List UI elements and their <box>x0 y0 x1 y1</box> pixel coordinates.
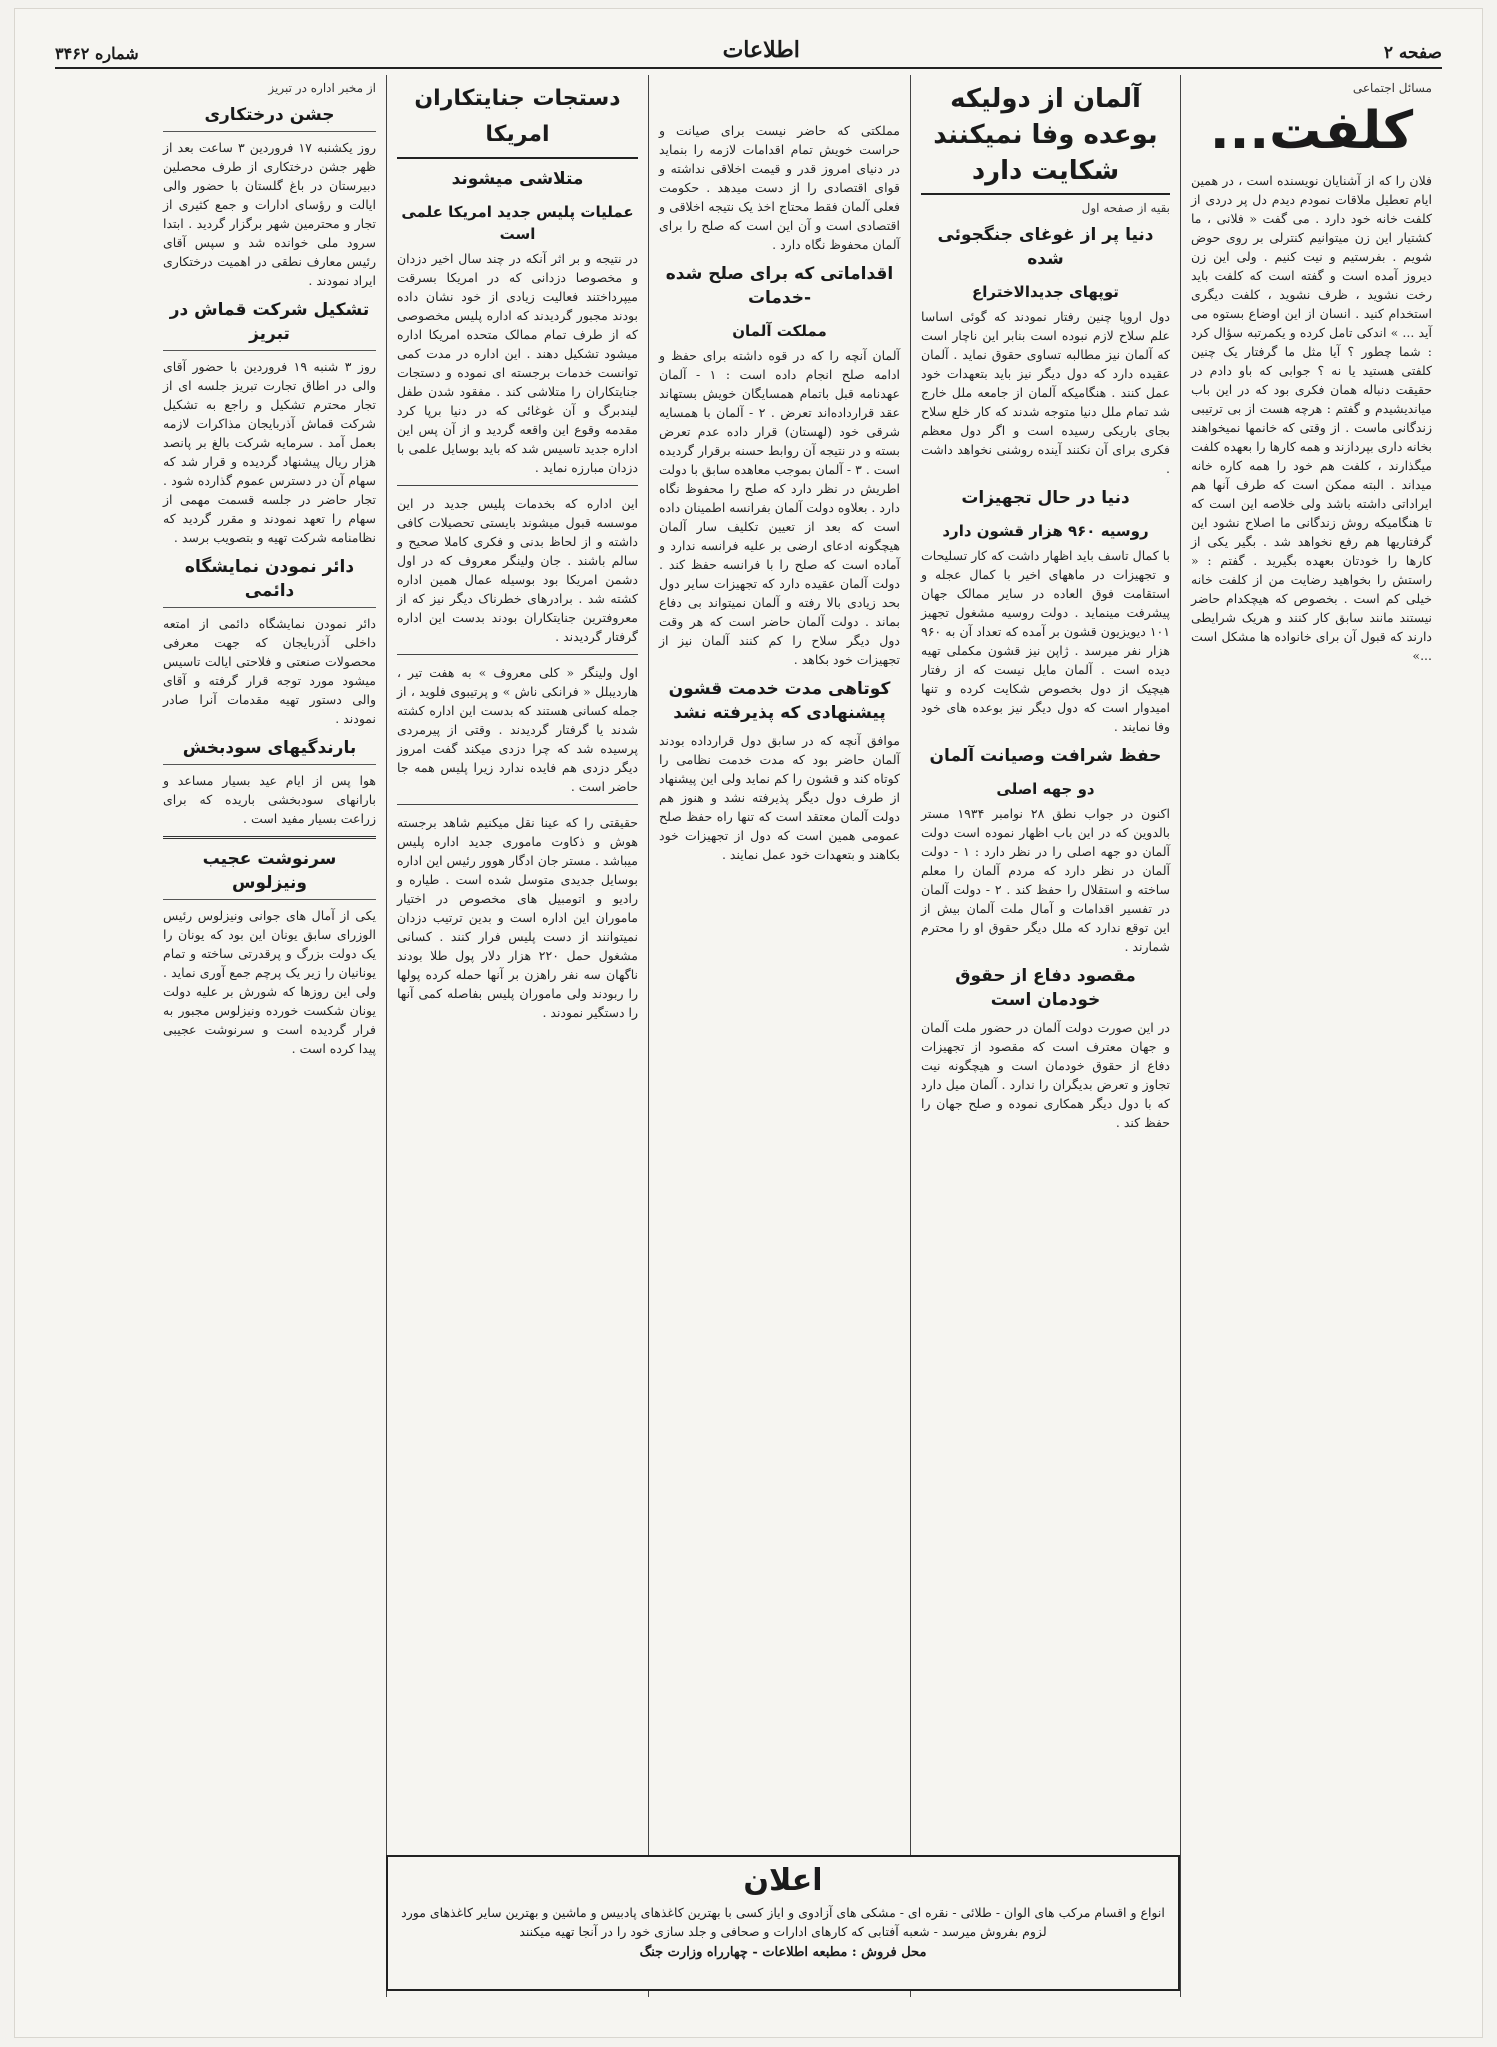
article-body-germany-4: در این صورت دولت آلمان در حضور ملت آلمان و جهان معترف است که مقصود از تجهیزات دفاع از حقوق خودمان است و هیچگونه نیت تجاوز و تعرض بدیگران را ندارد . آلمان میل دارد که با دول دیگر همکاری نموده و صلح جهان را حفظ کند . <box>921 1020 1170 1130</box>
article-body-germany-3: اکنون در جواب نطق ۲۸ نوامبر ۱۹۳۴ مستر بالدوین که در این باب اظهار نموده است دولت آلمان دو جهه اصلی را در نظر دارد : ۱ - دولت آلمان در نظر دارد که مردم آلمان را معلم ساخته و استقلال را حفظ کند . ۲ - دولت آلمان در تفسیر اقدامات و آمال ملت آلمان بیش از این توقع ندارد که ملل دیگر حقوق او را محترم شمارند . <box>921 806 1171 954</box>
article-body-germany-1: دول اروپا چنین رفتار نمودند که گوئی اساسا علم سلاح لازم نبوده است بنابر این ناچار است که آلمان نیز مطالبه تساوی حقوق نماید . آلمان عقیده دارد که دول دیگر نیز باید بتعهدات خود عمل کنند . هنگامیکه آلمان از جامعه ملل خارج شد تمام ملل دنیا متوجه شدند که کار خلع سلاح بجای باریکی رسیده است و اگر دول معظم فکری برای آن نکنند آینده روشنی نخواهد داشت . <box>921 309 1170 476</box>
headline-germany: آلمان از دولیکه بوعده وفا نمیکنند شکایت دارد <box>921 81 1170 195</box>
subhead-peace-measures: اقداماتی که برای صلح شده -خدمات <box>665 264 894 308</box>
continued-note: بقیه از صفحه اول <box>1081 201 1170 215</box>
columns <box>55 75 1442 1997</box>
article-body-tree-planting: روز یکشنبه ۱۷ فروردین ۳ ساعت بعد از ظهر جشن درختکاری از طرف محصلین دبیرستان در باغ گلستان با حضور والی ایالت و رؤسای ادارات و جمع کثیری از تجار و محترمین شهر برگزار گردید . ابتدا سرود ملی خوانده شد و سپس آقای رئیس معارف نطقی در اهمیت درختکاری ایراد نمودند . <box>163 140 377 288</box>
article-body-textile: روز ۳ شنبه ۱۹ فروردین با حضور آقای والی در اطاق تجارت تبریز جلسه ای از تجار محترم تشکیل و راجع به تشکیل شرکت قماش آذربایجان مذاکرات لازمه بعمل آمد . سرمایه شرکت بالغ بر پانصد هزار ریال پیشنهاد گردیده و قرار شد که سهام آن در دسترس عموم گذارده شود . تجار حاضر در جلسه قسمت مهمی از سهام را تعهد نمودند و مقرر گردید که نظامنامه شرکت تهیه و بتصویب برسد . <box>163 359 376 545</box>
article-body-exhibition: دائر نمودن نمایشگاه دائمی از امتعه داخلی آذربایجان که جهت معرفی محصولات صنعتی و فلاحتی ایالت تاسیس میشود مورد توجه قرار گرفته و آقای والی دستور تهیه مقدمات آنرا صادر نمودند . <box>163 616 376 726</box>
page-number: صفحه ۲ <box>1383 43 1442 63</box>
section-kicker: مسائل اجتماعی <box>1352 81 1432 95</box>
column-tabriz <box>153 75 386 1997</box>
subhead-textile-company: تشکیل شرکت قماش در تبریز <box>163 298 376 351</box>
subhead-two-principles: دو جهه اصلی <box>996 780 1095 798</box>
article-body-germany-5: مملکتی که حاضر نیست برای صیانت و حراست خویش تمام اقدامات لازمه را بنماید در دنیای امروز قدر و قیمت اخلاقی نداشته و قوای اقتصادی را از دست میدهد . حکومت فعلی آلمان فقط محتاج اخذ یک نتیجه اخلاقی و اقتصادی است و آن این است که صلح را برای آلمان محفوظ نگاه دارد . <box>659 123 900 252</box>
article-body-germany-2: با کمال تاسف باید اظهار داشت که کار تسلیحات و تجهیزات در ماههای اخیر با کمال عجله و استقامت فوق العاده در سایر ممالک جهان پیشرفت مینماید . دولت روسیه مشغول تجهیز ۱۰۱ دیویزیون قشون بر آمده که تعداد آن به ۹۶۰ هزار نفر میرسد . ژاپن نیز قشون مکملی تهیه دیده است . آلمان مایل نیست که از رفتار هیچیک از دول بخصوص شکایت کرده و تنها امیدوار است که دول دیگر نیز بوعده های خود وفا نمایند . <box>921 548 1170 734</box>
article-body-germany-6: آلمان آنچه را که در قوه داشته برای حفظ و ادامه صلح انجام داده است : ۱ - آلمان عهدنامه قبل باتمام همسایگان خویش بستهاند عقد قرارداده‌اند تعرض . ۲ - آلمان با همسایه شرقی خود (لهستان) قرار داده عدم تعرض بسته و در نتیجه آن روابط حسنه برقرار گردیده است . ۳ - آلمان بموجب معاهده سابق با دولت اطریش در نظر دارد که صلح را محفوظ نگاه دارد . بعلاوه دولت آلمان بفرانسه اطمینان داده است که بعد از تعیین تکلیف سار آلمان هیچگونه ادعای ارضی بر علیه فرانسه ندارد و آماده است که صلح را با فرانسه حفظ کند . دولت آلمان عقیده دارد که تجهیزات سایر دول بحد زیادی بالا رفته و آلمان نمیتواند بی دفاع بماند . دولت آلمان حاضر است که هر وقت دول دیگر سلاح را کم کنند آلمان نیز از تجهیزات خود بکاهد . <box>658 348 900 667</box>
article-body-america-1: در نتیجه و بر اثر آنکه در چند سال اخیر دزدان و مخصوصا دزدانی که در امریکا بسرقت میپرداختند فعالیت زیادی از خود نشان داده بودند مجبور گردیدند که اداره پلیس مخصوصی که از طرف تمام ممالک متحده امریکا اداره میشود تشکیل دهند . این اداره در مدت کمی توانست خدمات برجسته ای نموده و دستجات جنایتکاران را متلاشی کند . مفقود شدن طفل لیندبرگ و آن غوغائی که در دنیا برپا کرد مقدمه وقوع این واقعه گردید و از آن پس این اداره جدید تاسیس شد که باید بوسایل علمی با دزدان مبارزه نماید . <box>397 251 638 475</box>
subhead-service-term: کوتاهی مدت خدمت قشون پیشنهادی که پذیرفته نشد <box>668 679 891 723</box>
subhead-world-war: دنیا پر از غوغای جنگجوئی شده <box>937 225 1154 269</box>
headline-america: دستجات جنایتکاران امریکا <box>397 81 638 159</box>
ad-title: اعلان <box>743 1863 823 1898</box>
newspaper-page <box>14 8 1483 2038</box>
ad-footer: محل فروش : مطبعه اطلاعات - چهارراه وزارت جنگ <box>639 1945 927 1960</box>
subhead-armament: دنیا در حال تجهیزات <box>961 488 1130 508</box>
subhead-russia-army: روسیه ۹۶۰ هزار قشون دارد <box>942 522 1149 540</box>
column-germany-b <box>648 75 910 1997</box>
subhead-venizelos: سرنوشت عجیب ونیزلوس <box>163 847 376 900</box>
subhead-police: عملیات پلیس جدید امریکا علمی است <box>401 203 634 243</box>
paper-name: اطلاعات <box>722 37 800 63</box>
subhead-disbanded: متلاشی میشوند <box>451 169 584 189</box>
article-body-america-2: این اداره که بخدمات پلیس جدید در این موسسه قبول میشوند بایستی تحصیلات کافی داشته و از لحاظ بدنی و فکری کاملا صحیح و سالم باشند . جان ولینگر معروف که در اول دشمن امریکا بود بوسیله عمال همین اداره کشته شد . برادرهای خطرناک دیگر نیز که از معروفترین جنایتکاران بودند بدست این اداره گرفتار گردیدند . <box>397 496 638 644</box>
subhead-rain: بارندگیهای سودبخش <box>163 736 376 765</box>
subhead-new-guns: توپهای جدیدالاختراع <box>972 283 1119 301</box>
subhead-honor: حفظ شرافت وصیانت آلمان <box>929 746 1162 766</box>
subhead-tree-planting: جشن درختکاری <box>163 103 376 132</box>
article-body-germany-7: موافق آنچه که در سابق دول قرارداده بودند آلمان حاضر بود که مدت خدمت نظامی را کوتاه کند و قشون را کم نماید ولی این پیشنهاد از طرف دول دیگر پذیرفته نشد و هنوز هم دولت آلمان معتقد است که تنها راه حفظ صلح عمومی همین است که دول از تجهیزات خود بکاهند و بتعهدات خود عمل نمایند . <box>659 733 900 862</box>
correspondent-note: از مخبر اداره در تبریز <box>268 81 376 95</box>
article-body-venizelos: یکی از آمال های جوانی ونیزلوس رئیس الوزرای سابق یونان این بود که یونان را یک دولت بزرگ و پرقدرتی ساخته و تمام یونانیان را زیر یک پرچم جمع آوری نماید . ولی این روزها که شورش بر علیه دولت یونان شکست خورده ونیزلوس مجبور به فرار گردیده است و سرنوشت عجیبی پیدا کرده است . <box>163 908 376 1056</box>
column-germany-a <box>910 75 1180 1997</box>
article-body-america-4: حقیقتی را که عینا نقل میکنیم شاهد برجسته هوش و ذکاوت ماموری جدید اداره پلیس میباشد . مستر جان ادگار هوور رئیس این اداره بوسایل جدیدی متوسل شده است . طیاره و رادیو و اتومبیل های مخصوص در اختیار ماموران این اداره است و بدین ترتیب دزدان نمیتوانند از دست پلیس فرار کنند . کسانی مشغول حمل ۲۲۰ هزار دلار پول طلا بودند ناگهان سه نفر راهزن بر آنها حمله کرده پولها را ربودند ولی ماموران پلیس بفاصله کمی آنها را دستگیر نمودند . <box>397 815 638 1020</box>
subhead-german-services: مملکت آلمان <box>732 322 827 340</box>
article-body-kolfat: فلان را که از آشنایان نویسنده است ، در همین ایام تعطیل ملاقات نمودم دیدم دل پر دردی از کلفت خانه خود دارد . می گفت « فلانی ، ما کشتیار این زن میتوانیم کنترلی بر روی حوض شویم . بفرستیم و نیت کنیم . ولی این زن دیروز آمده است و گفته است که کلفت باید رخت نشوید ، ظرف نشوید ، کلفت دیگری استخدام کنید . انسان از این اوضاع بستوه می آید ... » اندکی تامل کرده و یکمرتبه سؤال کرد : شما چطور ؟ آیا مثل ما گرفتار یک چنین کلفتی هستید یا نه ؟ جوابی که باو دادم در حقیقت دنباله همان فکری بود که در این باب میاندیشیدم و گفتم : هرچه هست از بی ترتیبی زندگانی ماست . از وقتی که خانمها نمیخواهند بخانه داری بپردازند و همه کارها را بعهده کلفت میگذارند ، کلفت هم خود را همه کاره خانه میداند . البته ممکن است که طرف آنها هم ایراداتی داشته باشد ولی خلاصه این است که تا هنگامیکه روش زندگانی ما اصلاح نشود این گرفتاریها هم رفع نخواهد شد . بگیر یکی از کارها را خودتان بعهده بگیرید . گفتم : « راستش را بخواهید رضایت من از کلفت خانه خیلی کم است . بخصوص که هیچکدام حاضر نیستند مانند سابق کار کنند و هریک شرایطی دارند که قبول آن برای خانواده ها مشکل است ...» <box>1191 173 1432 663</box>
column-america <box>386 75 648 1997</box>
article-body-america-3: اول ولینگر « کلی معروف » به هفت تیر ، هاردیبلل « فرانکی ناش » و پرتیبوی فلوید ، از جمله کسانی هستند که بدست این اداره کشته شدند یا گرفتار گردیدند . وقتی از پیرمردی پرسیده شد که چرا دزدی میکند گفت امروز دیگر دزدی هم فایده ندارد زیرا پلیس همه جا حاضر است . <box>397 665 638 794</box>
headline-kolfat: کلفت... <box>1209 101 1414 161</box>
issue-number: شماره ۳۴۶۲ <box>55 44 139 63</box>
masthead <box>55 35 1442 69</box>
ad-text: انواع و اقسام مرکب های الوان - طلائی - نقره ای - مشکی های آزادوی و ایاز کسی با بهترین کاغذهای پادبیس و ماشین و بهترین سایر کاغذهای مورد لزوم بفروش میرسد - شعبه آفتابی که کارهای ادارات و صحافی و جلد سازی خود را در آنجا تهیه میکنند <box>401 1905 1165 1939</box>
article-body-rain: هوا پس از ایام عید بسیار مساعد و بارانهای سودبخشی باریده که برای زراعت بسیار مفید است . <box>163 773 376 826</box>
advertisement-box <box>386 1855 1180 1991</box>
subhead-defense: مقصود دفاع از حقوق خودمان است <box>955 966 1136 1010</box>
subhead-exhibition: دائر نمودن نمایشگاه دائمی <box>163 555 376 608</box>
column-social <box>1180 75 1442 1997</box>
